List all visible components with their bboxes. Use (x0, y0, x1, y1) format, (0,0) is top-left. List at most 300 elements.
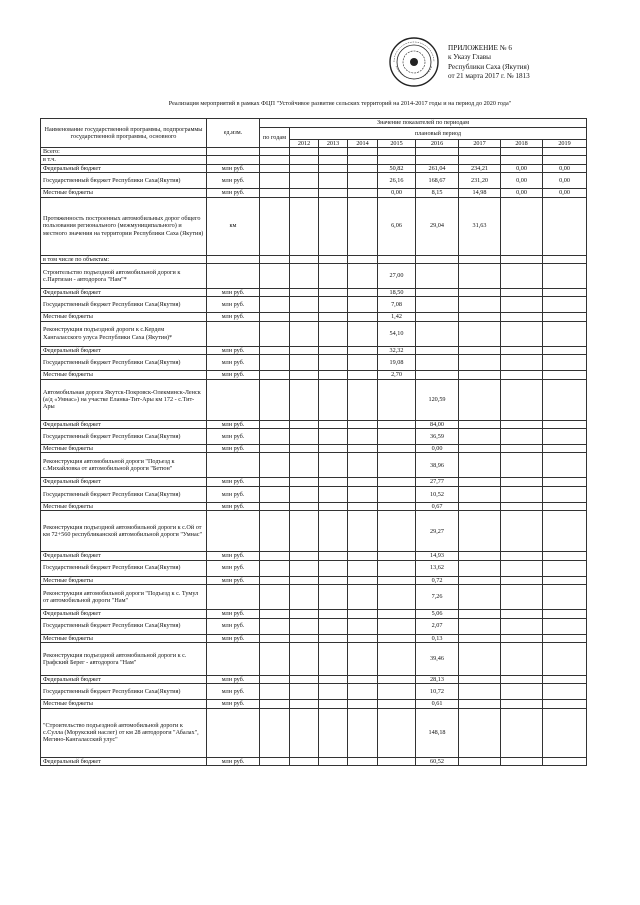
row-value (348, 164, 378, 172)
row-unit: млн руб. (207, 371, 260, 379)
row-value (290, 552, 319, 560)
row-name: Государственный бюджет Республики Саха(Якутия) (41, 560, 207, 576)
row-value: 6,06 (378, 197, 416, 255)
row-value (501, 675, 543, 683)
row-value (416, 355, 459, 371)
row-name: Федеральный бюджет (41, 289, 207, 297)
row-name: Протяженность построенных автомобильных дорог общего пользования регионального (межмуниципального) и местного значения на территории Республики Саха (Якутия) (41, 197, 207, 255)
row-value (501, 379, 543, 420)
row-value (319, 552, 348, 560)
row-value (501, 700, 543, 708)
row-value (378, 420, 416, 428)
table-row (41, 346, 587, 354)
row-by-years (260, 757, 290, 765)
row-name: Федеральный бюджет (41, 164, 207, 172)
table-row (41, 486, 587, 502)
row-value (543, 346, 587, 354)
row-by-years (260, 420, 290, 428)
row-by-years (260, 255, 290, 263)
table-row (41, 552, 587, 560)
row-value: 36,59 (416, 429, 459, 445)
row-unit: млн руб. (207, 420, 260, 428)
row-value (319, 684, 348, 700)
row-value (319, 585, 348, 610)
row-value (319, 255, 348, 263)
row-name: Местные бюджеты (41, 634, 207, 642)
row-unit (207, 148, 260, 156)
row-value (378, 757, 416, 765)
row-value (290, 197, 319, 255)
row-by-years (260, 618, 290, 634)
header-name: Наименование государственной программы, подпрограммы государственной программы, основного (41, 119, 207, 148)
row-value (319, 502, 348, 510)
row-value (459, 684, 501, 700)
row-unit (207, 642, 260, 675)
row-value (378, 552, 416, 560)
row-value (459, 313, 501, 321)
row-value (290, 560, 319, 576)
row-by-years (260, 502, 290, 510)
row-value (378, 379, 416, 420)
row-value (290, 173, 319, 189)
row-value (459, 148, 501, 156)
row-value (459, 642, 501, 675)
table-row (41, 445, 587, 453)
row-unit: млн руб. (207, 297, 260, 313)
row-value (378, 511, 416, 552)
row-by-years (260, 552, 290, 560)
row-value (501, 511, 543, 552)
row-value (378, 675, 416, 683)
row-name: Государственный бюджет Республики Саха(Якутия) (41, 486, 207, 502)
row-value (501, 642, 543, 675)
row-name: Местные бюджеты (41, 313, 207, 321)
row-name: "Строительство подъездной автомобильной дороги к с.Сулла (Морукский наслег) от км 28 автодороги "Абалах", Мегино-Кангаласский улус" (41, 708, 207, 757)
row-value (348, 675, 378, 683)
header-row-1 (41, 119, 587, 128)
row-name: Государственный бюджет Республики Саха(Якутия) (41, 173, 207, 189)
row-unit (207, 511, 260, 552)
row-value: 27,77 (416, 478, 459, 486)
row-value: 0,00 (416, 445, 459, 453)
row-value (290, 478, 319, 486)
row-value (348, 478, 378, 486)
header-planned: плановый период (290, 128, 587, 140)
row-value (378, 486, 416, 502)
row-value (348, 429, 378, 445)
row-value (290, 156, 319, 164)
row-value (348, 642, 378, 675)
table-row (41, 618, 587, 634)
row-value (290, 618, 319, 634)
row-name: Местные бюджеты (41, 189, 207, 197)
row-value (543, 552, 587, 560)
row-value (348, 297, 378, 313)
row-value (501, 478, 543, 486)
row-value (378, 148, 416, 156)
row-value (348, 552, 378, 560)
row-value: 0,00 (543, 189, 587, 197)
row-value (378, 576, 416, 584)
table-row (41, 189, 587, 197)
row-value (348, 346, 378, 354)
row-value (378, 502, 416, 510)
row-value: 10,72 (416, 684, 459, 700)
row-value (501, 576, 543, 584)
row-value (319, 757, 348, 765)
row-by-years (260, 148, 290, 156)
row-value: 5,06 (416, 610, 459, 618)
row-value (459, 708, 501, 757)
row-by-years (260, 173, 290, 189)
table-row (41, 313, 587, 321)
row-value (459, 379, 501, 420)
row-value (319, 642, 348, 675)
row-value (459, 560, 501, 576)
row-value (348, 189, 378, 197)
row-value: 13,62 (416, 560, 459, 576)
row-unit: млн руб. (207, 576, 260, 584)
row-value (378, 618, 416, 634)
row-value (290, 313, 319, 321)
row-value: 0,00 (501, 189, 543, 197)
row-value (348, 255, 378, 263)
row-unit: млн руб. (207, 355, 260, 371)
row-value (290, 297, 319, 313)
header-unit: ед.изм. (207, 119, 260, 148)
row-value (543, 757, 587, 765)
header-year: 2019 (543, 139, 587, 147)
row-value (348, 453, 378, 478)
table-row (41, 700, 587, 708)
row-value (378, 610, 416, 618)
row-value (348, 379, 378, 420)
row-value (501, 355, 543, 371)
table-row (41, 289, 587, 297)
row-value (501, 610, 543, 618)
row-unit: млн руб. (207, 684, 260, 700)
row-value: 14,93 (416, 552, 459, 560)
row-value (290, 708, 319, 757)
row-value (459, 486, 501, 502)
row-value (290, 684, 319, 700)
appendix-line-4: от 21 марта 2017 г. № 1813 (448, 72, 530, 81)
row-by-years (260, 197, 290, 255)
row-value (543, 708, 587, 757)
row-by-years (260, 321, 290, 346)
row-unit (207, 708, 260, 757)
row-value: 19,08 (378, 355, 416, 371)
row-value (348, 585, 378, 610)
row-value (416, 321, 459, 346)
row-by-years (260, 346, 290, 354)
row-value (543, 684, 587, 700)
row-value (543, 511, 587, 552)
row-value (543, 642, 587, 675)
row-value (543, 560, 587, 576)
row-value: 2,70 (378, 371, 416, 379)
row-value (319, 445, 348, 453)
row-unit: млн руб. (207, 486, 260, 502)
row-value: 84,00 (416, 420, 459, 428)
row-value (319, 148, 348, 156)
row-name: Государственный бюджет Республики Саха(Якутия) (41, 684, 207, 700)
row-value (319, 610, 348, 618)
row-value (319, 346, 348, 354)
row-value (501, 585, 543, 610)
row-value (459, 445, 501, 453)
row-value (543, 371, 587, 379)
row-unit: млн руб. (207, 445, 260, 453)
header-year: 2012 (290, 139, 319, 147)
row-value: 10,52 (416, 486, 459, 502)
row-value (378, 585, 416, 610)
row-value (319, 511, 348, 552)
row-value (416, 313, 459, 321)
row-name: в том числе по объектам: (41, 255, 207, 263)
table-row (41, 453, 587, 478)
row-value (378, 642, 416, 675)
row-by-years (260, 576, 290, 584)
row-value (501, 618, 543, 634)
row-name: Федеральный бюджет (41, 420, 207, 428)
row-value: 27,00 (378, 264, 416, 289)
row-name: Федеральный бюджет (41, 757, 207, 765)
row-value: 32,32 (378, 346, 416, 354)
row-by-years (260, 355, 290, 371)
row-value (501, 708, 543, 757)
table-row (41, 321, 587, 346)
row-by-years (260, 189, 290, 197)
table-row (41, 757, 587, 765)
row-value: 0,00 (378, 189, 416, 197)
row-value (501, 156, 543, 164)
table-row (41, 197, 587, 255)
row-unit (207, 255, 260, 263)
row-by-years (260, 297, 290, 313)
table-row (41, 502, 587, 510)
row-unit (207, 264, 260, 289)
row-by-years (260, 164, 290, 172)
row-value (378, 684, 416, 700)
row-value (459, 757, 501, 765)
indicators-table (40, 118, 587, 766)
row-by-years (260, 379, 290, 420)
row-by-years (260, 313, 290, 321)
row-value: 7,26 (416, 585, 459, 610)
row-value (319, 197, 348, 255)
row-value (319, 478, 348, 486)
row-value (543, 289, 587, 297)
row-value (501, 321, 543, 346)
row-value (319, 576, 348, 584)
row-value (543, 445, 587, 453)
row-value (319, 173, 348, 189)
row-value: 120,59 (416, 379, 459, 420)
row-value (290, 675, 319, 683)
row-value (290, 610, 319, 618)
row-by-years (260, 264, 290, 289)
row-name: Государственный бюджет Республики Саха(Якутия) (41, 355, 207, 371)
row-value: 0,61 (416, 700, 459, 708)
table-row (41, 675, 587, 683)
row-unit: млн руб. (207, 757, 260, 765)
row-value (543, 618, 587, 634)
row-value (501, 634, 543, 642)
document-title: Реализация мероприятий в рамках ФЦП "Устойчивое развитие сельских территорий на 2014-2017 годы и на период до 2020 года" (168, 100, 512, 107)
row-value (348, 420, 378, 428)
row-value (290, 642, 319, 675)
row-name: Государственный бюджет Республики Саха(Якутия) (41, 297, 207, 313)
table-row (41, 429, 587, 445)
row-value (459, 156, 501, 164)
table-row (41, 156, 587, 164)
row-unit: км (207, 197, 260, 255)
row-value (348, 502, 378, 510)
row-value (543, 585, 587, 610)
row-value (348, 197, 378, 255)
row-value (501, 445, 543, 453)
row-value (459, 634, 501, 642)
row-value (543, 355, 587, 371)
row-name: в т.ч. (41, 156, 207, 164)
row-value (501, 346, 543, 354)
row-value: 18,50 (378, 289, 416, 297)
row-value (319, 379, 348, 420)
row-value (348, 321, 378, 346)
table-row (41, 355, 587, 371)
row-value: 0,00 (543, 173, 587, 189)
row-value (319, 156, 348, 164)
row-value: 39,46 (416, 642, 459, 675)
row-value: 234,21 (459, 164, 501, 172)
row-value (319, 634, 348, 642)
row-by-years (260, 700, 290, 708)
row-value: 28,13 (416, 675, 459, 683)
row-unit: млн руб. (207, 346, 260, 354)
row-value (543, 197, 587, 255)
row-value (501, 502, 543, 510)
row-value (378, 156, 416, 164)
row-name: Местные бюджеты (41, 700, 207, 708)
row-value (348, 148, 378, 156)
row-name: Реконструкция автомобильной дороги "Подъезд к с. Тумул от автомобильной дороги "Нам" (41, 585, 207, 610)
row-by-years (260, 445, 290, 453)
row-value (501, 297, 543, 313)
row-value (501, 429, 543, 445)
row-by-years (260, 478, 290, 486)
row-value (501, 560, 543, 576)
row-name: Федеральный бюджет (41, 552, 207, 560)
row-value (290, 148, 319, 156)
row-by-years (260, 684, 290, 700)
row-value (459, 297, 501, 313)
row-value (459, 585, 501, 610)
row-value (543, 379, 587, 420)
row-unit: млн руб. (207, 675, 260, 683)
row-value (290, 371, 319, 379)
row-value (543, 156, 587, 164)
row-value (501, 552, 543, 560)
row-by-years (260, 511, 290, 552)
row-value (290, 346, 319, 354)
table-row (41, 371, 587, 379)
row-value (416, 289, 459, 297)
row-value (459, 346, 501, 354)
row-value (459, 264, 501, 289)
table-row (41, 560, 587, 576)
row-value: 14,98 (459, 189, 501, 197)
table-row (41, 576, 587, 584)
row-value (378, 429, 416, 445)
row-value: 7,08 (378, 297, 416, 313)
row-name: Местные бюджеты (41, 576, 207, 584)
table-row (41, 255, 587, 263)
table-row (41, 708, 587, 757)
row-value (348, 313, 378, 321)
row-value (543, 502, 587, 510)
row-value (378, 445, 416, 453)
row-name: Реконструкция подъездной автомобильной дороги к с. Графский Берег - автодорога "Нам" (41, 642, 207, 675)
row-name: Федеральный бюджет (41, 478, 207, 486)
row-unit: млн руб. (207, 634, 260, 642)
row-value (501, 684, 543, 700)
row-value (348, 371, 378, 379)
row-value (290, 511, 319, 552)
row-name: Федеральный бюджет (41, 610, 207, 618)
table-row (41, 585, 587, 610)
row-value: 38,96 (416, 453, 459, 478)
row-value (348, 634, 378, 642)
row-name: Местные бюджеты (41, 502, 207, 510)
row-value (543, 429, 587, 445)
row-name: Реконструкция автомобильной дороги "Подъезд к с.Михайловка от автомобильной дороги "Бетюн" (41, 453, 207, 478)
row-value (416, 297, 459, 313)
row-value (290, 634, 319, 642)
row-unit: млн руб. (207, 189, 260, 197)
row-value: 0,67 (416, 502, 459, 510)
row-value: 29,04 (416, 197, 459, 255)
row-value (319, 708, 348, 757)
row-value (501, 371, 543, 379)
row-by-years (260, 289, 290, 297)
row-by-years (260, 642, 290, 675)
row-value (319, 321, 348, 346)
row-value (319, 164, 348, 172)
row-value (501, 148, 543, 156)
row-name: Всего: (41, 148, 207, 156)
row-value (319, 700, 348, 708)
table-row (41, 297, 587, 313)
row-value (378, 700, 416, 708)
row-value (416, 264, 459, 289)
row-name: Реконструкция подъездной дороги к с.Кердем Хангаласского улуса Республики Саха (Якутия)* (41, 321, 207, 346)
row-value: 8,15 (416, 189, 459, 197)
row-value (319, 618, 348, 634)
row-value: 168,67 (416, 173, 459, 189)
row-value (348, 560, 378, 576)
header-values: Значение показателей по периодам (260, 119, 587, 128)
appendix-line-1: ПРИЛОЖЕНИЕ № 6 (448, 44, 512, 52)
row-by-years (260, 486, 290, 502)
table-row (41, 634, 587, 642)
row-value (319, 189, 348, 197)
row-value (416, 156, 459, 164)
row-value (348, 576, 378, 584)
row-value (319, 264, 348, 289)
row-unit: млн руб. (207, 700, 260, 708)
row-value (501, 757, 543, 765)
